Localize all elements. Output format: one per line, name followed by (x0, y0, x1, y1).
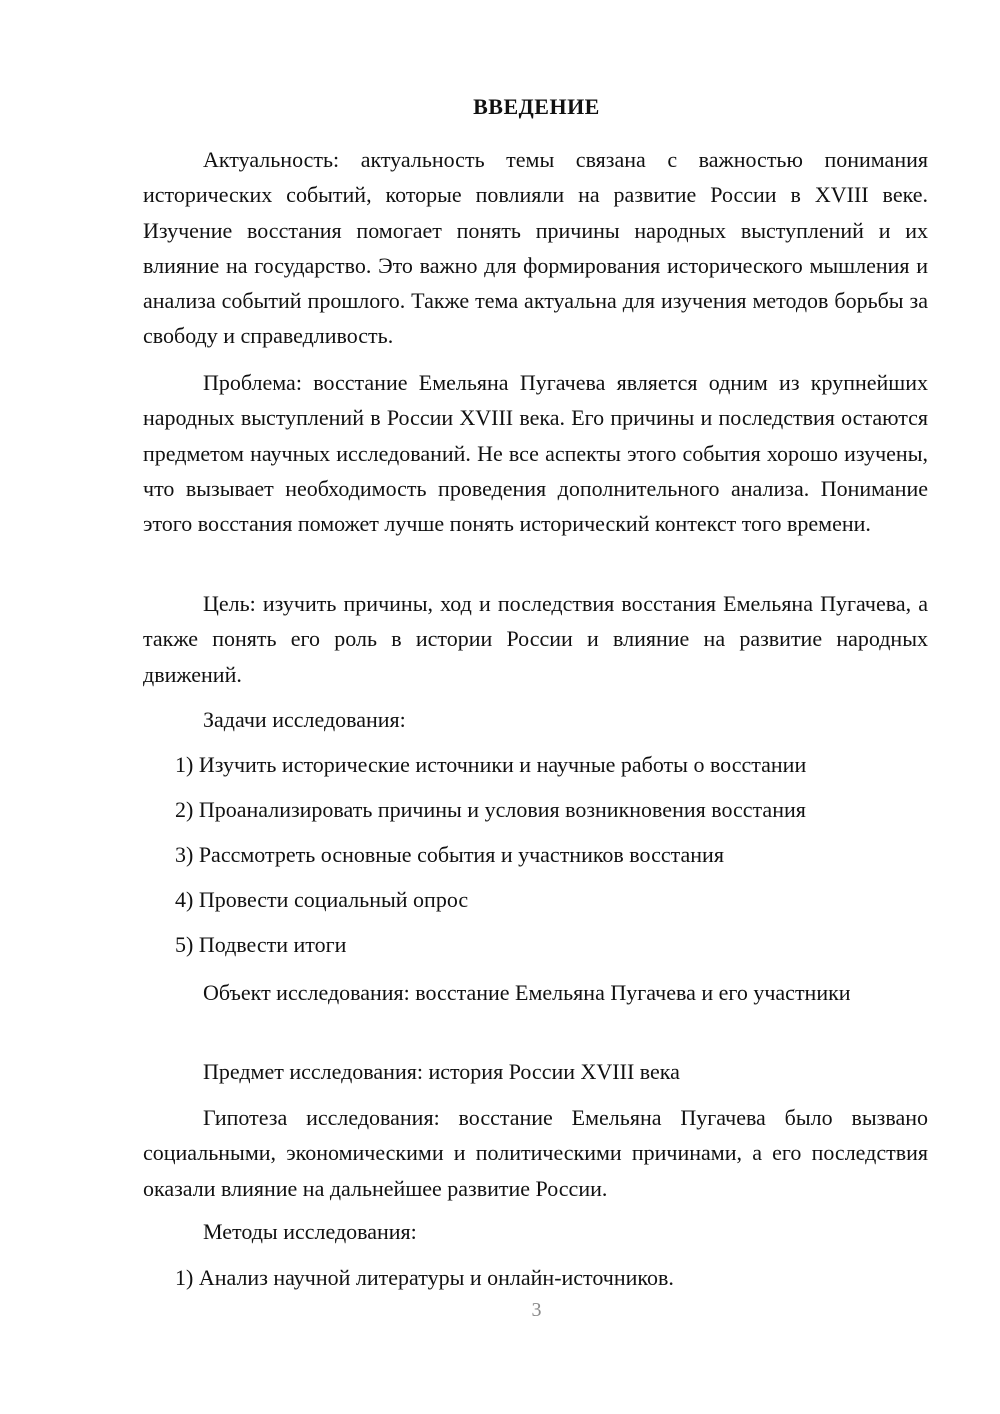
object-paragraph: Объект исследования: восстание Емельяна Пугачева и его участники (203, 980, 851, 1005)
section-heading: ВВЕДЕНИЕ (473, 94, 600, 119)
methods-heading: Методы исследования: (203, 1219, 417, 1244)
task-item: 2) Проанализировать причины и условия возникновения восстания (175, 797, 806, 822)
subject-paragraph: Предмет исследования: история России XVIII века (203, 1059, 680, 1084)
problem-paragraph: Проблема: восстание Емельяна Пугачева является одним из крупнейших народных выступлений в России XVIII века. Его причины и последствия остаются предметом научных исследований. Не все аспекты этого события хорошо изучены, что вызывает необходимость проведения дополнительного анализа. Понимание этого восстания поможет лучше понять исторический контекст того времени. (143, 370, 928, 537)
relevance-paragraph: Актуальность: актуальность темы связана с важностью понимания исторических событий, которые повлияли на развитие России в XVIII веке. Изучение восстания помогает понять причины народных выступлений и их влияние на государство. Это важно для формирования исторического мышления и анализа событий прошлого. Также тема актуальна для изучения методов борьбы за свободу и справедливость. (143, 147, 928, 349)
task-item: 3) Рассмотреть основные события и участников восстания (175, 842, 724, 867)
task-item: 4) Провести социальный опрос (175, 887, 469, 912)
tasks-heading: Задачи исследования: (203, 707, 406, 732)
task-item: 5) Подвести итоги (175, 932, 347, 957)
goal-paragraph: Цель: изучить причины, ход и последствия восстания Емельяна Пугачева, а также понять его роль в истории России и влияние на развитие народных движений. (143, 591, 928, 687)
task-item: 1) Изучить исторические источники и научные работы о восстании (175, 752, 807, 777)
page-number: 3 (531, 1299, 542, 1321)
hypothesis-paragraph: Гипотеза исследования: восстание Емельяна Пугачева было вызвано социальными, экономическими и политическими причинами, а его последствия оказали влияние на дальнейшее развитие России. (143, 1105, 928, 1201)
method-item: 1) Анализ научной литературы и онлайн-источников. (175, 1265, 674, 1290)
